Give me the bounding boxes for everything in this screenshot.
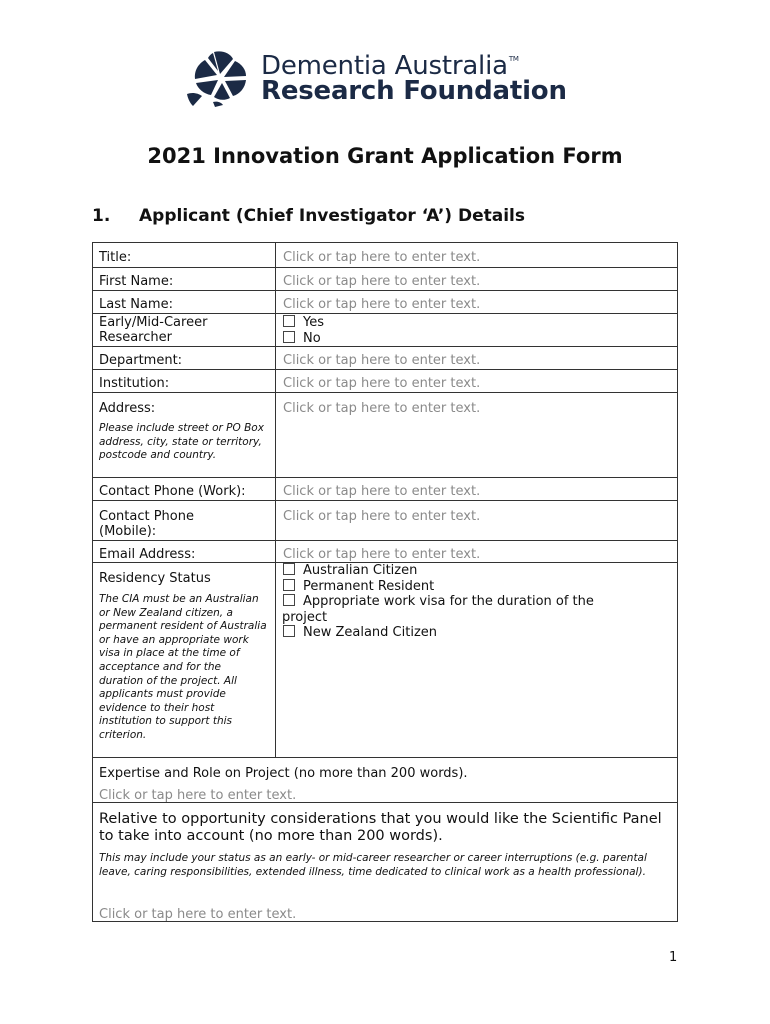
logo-line-1: Dementia Australia™ xyxy=(261,51,519,81)
last-name-label: Last Name: xyxy=(99,297,173,312)
phone-work-label: Contact Phone (Work): xyxy=(99,484,246,499)
title-label: Title: xyxy=(99,250,132,265)
first-name-label: First Name: xyxy=(99,274,174,289)
institution-input[interactable]: Click or tap here to enter text. xyxy=(283,376,481,391)
email-row xyxy=(92,540,678,562)
department-input[interactable]: Click or tap here to enter text. xyxy=(283,353,481,368)
email-label: Email Address: xyxy=(99,547,196,562)
phone-work-input[interactable]: Click or tap here to enter text. xyxy=(283,484,481,499)
address-input[interactable]: Click or tap here to enter text. xyxy=(283,401,481,416)
expertise-label: Expertise and Role on Project (no more than 200 words). xyxy=(99,766,468,781)
checkbox-icon[interactable] xyxy=(283,594,295,606)
logo-line-2: Research Foundation xyxy=(261,76,567,106)
last-name-row xyxy=(92,290,678,313)
section-title: Applicant (Chief Investigator ‘A’) Details xyxy=(139,206,525,226)
title-row xyxy=(92,242,678,267)
logo xyxy=(184,50,584,108)
institution-row xyxy=(92,369,678,392)
first-name-input[interactable]: Click or tap here to enter text. xyxy=(283,274,481,289)
residency-row xyxy=(92,562,678,757)
checkbox-icon[interactable] xyxy=(283,579,295,591)
phone-mobile-row xyxy=(92,500,678,540)
form-title: 2021 Innovation Grant Application Form xyxy=(147,144,623,168)
last-name-input[interactable]: Click or tap here to enter text. xyxy=(283,297,481,312)
residency-permanent-resident[interactable]: Permanent Resident xyxy=(283,579,594,595)
email-input[interactable]: Click or tap here to enter text. xyxy=(283,547,481,562)
department-row xyxy=(92,346,678,369)
opportunity-label: Relative to opportunity considerations that you would like the Scientific Panel to take into account (no more than 200 words). xyxy=(99,811,662,844)
ecr-yes-option[interactable]: Yes xyxy=(283,315,324,331)
phone-mobile-label: Contact Phone (Mobile): xyxy=(99,509,194,539)
residency-australian-citizen[interactable]: Australian Citizen xyxy=(283,563,594,579)
opportunity-row xyxy=(92,802,678,922)
opportunity-note: This may include your status as an early- or mid-career researcher or career interruptions (e.g. parental leave, caring responsibilities, extended illness, time dedicated to clinical work as a health professional). xyxy=(99,852,647,878)
ecr-row xyxy=(92,313,678,346)
first-name-row xyxy=(92,267,678,290)
expertise-input[interactable]: Click or tap here to enter text. xyxy=(99,788,297,803)
checkbox-icon[interactable] xyxy=(283,331,295,343)
residency-options xyxy=(283,563,594,641)
trademark-mark: TM xyxy=(508,55,519,63)
address-label: Address: xyxy=(99,401,156,416)
department-label: Department: xyxy=(99,353,183,368)
address-row xyxy=(92,392,678,477)
ecr-no-option[interactable]: No xyxy=(283,331,324,347)
brain-logo-icon xyxy=(184,50,252,108)
section-heading xyxy=(92,206,525,226)
section-number: 1. xyxy=(92,206,111,226)
title-input[interactable]: Click or tap here to enter text. xyxy=(283,250,481,265)
page-number: 1 xyxy=(669,950,678,965)
phone-work-row xyxy=(92,477,678,500)
residency-label: Residency Status xyxy=(99,571,211,586)
residency-note: The CIA must be an Australian or New Zealand citizen, a permanent resident of Australia or have an appropriate work visa in place at the time of acceptance and for the duration of the project. All applicants must provide evidence to their host institution to support this criterion. xyxy=(99,593,267,741)
address-note: Please include street or PO Box address, city, state or territory, postcode and country. xyxy=(99,422,264,462)
ecr-options xyxy=(283,315,324,346)
checkbox-icon[interactable] xyxy=(283,563,295,575)
expertise-row xyxy=(92,757,678,802)
residency-work-visa[interactable]: Appropriate work visa for the duration of the xyxy=(283,594,594,610)
checkbox-icon[interactable] xyxy=(283,625,295,637)
residency-nz-citizen[interactable]: New Zealand Citizen xyxy=(283,625,594,641)
residency-work-visa-continued: project xyxy=(282,609,328,625)
institution-label: Institution: xyxy=(99,376,170,391)
phone-mobile-input[interactable]: Click or tap here to enter text. xyxy=(283,509,481,524)
checkbox-icon[interactable] xyxy=(283,315,295,327)
opportunity-input[interactable]: Click or tap here to enter text. xyxy=(99,907,297,922)
ecr-label: Early/Mid-Career Researcher xyxy=(99,315,208,345)
